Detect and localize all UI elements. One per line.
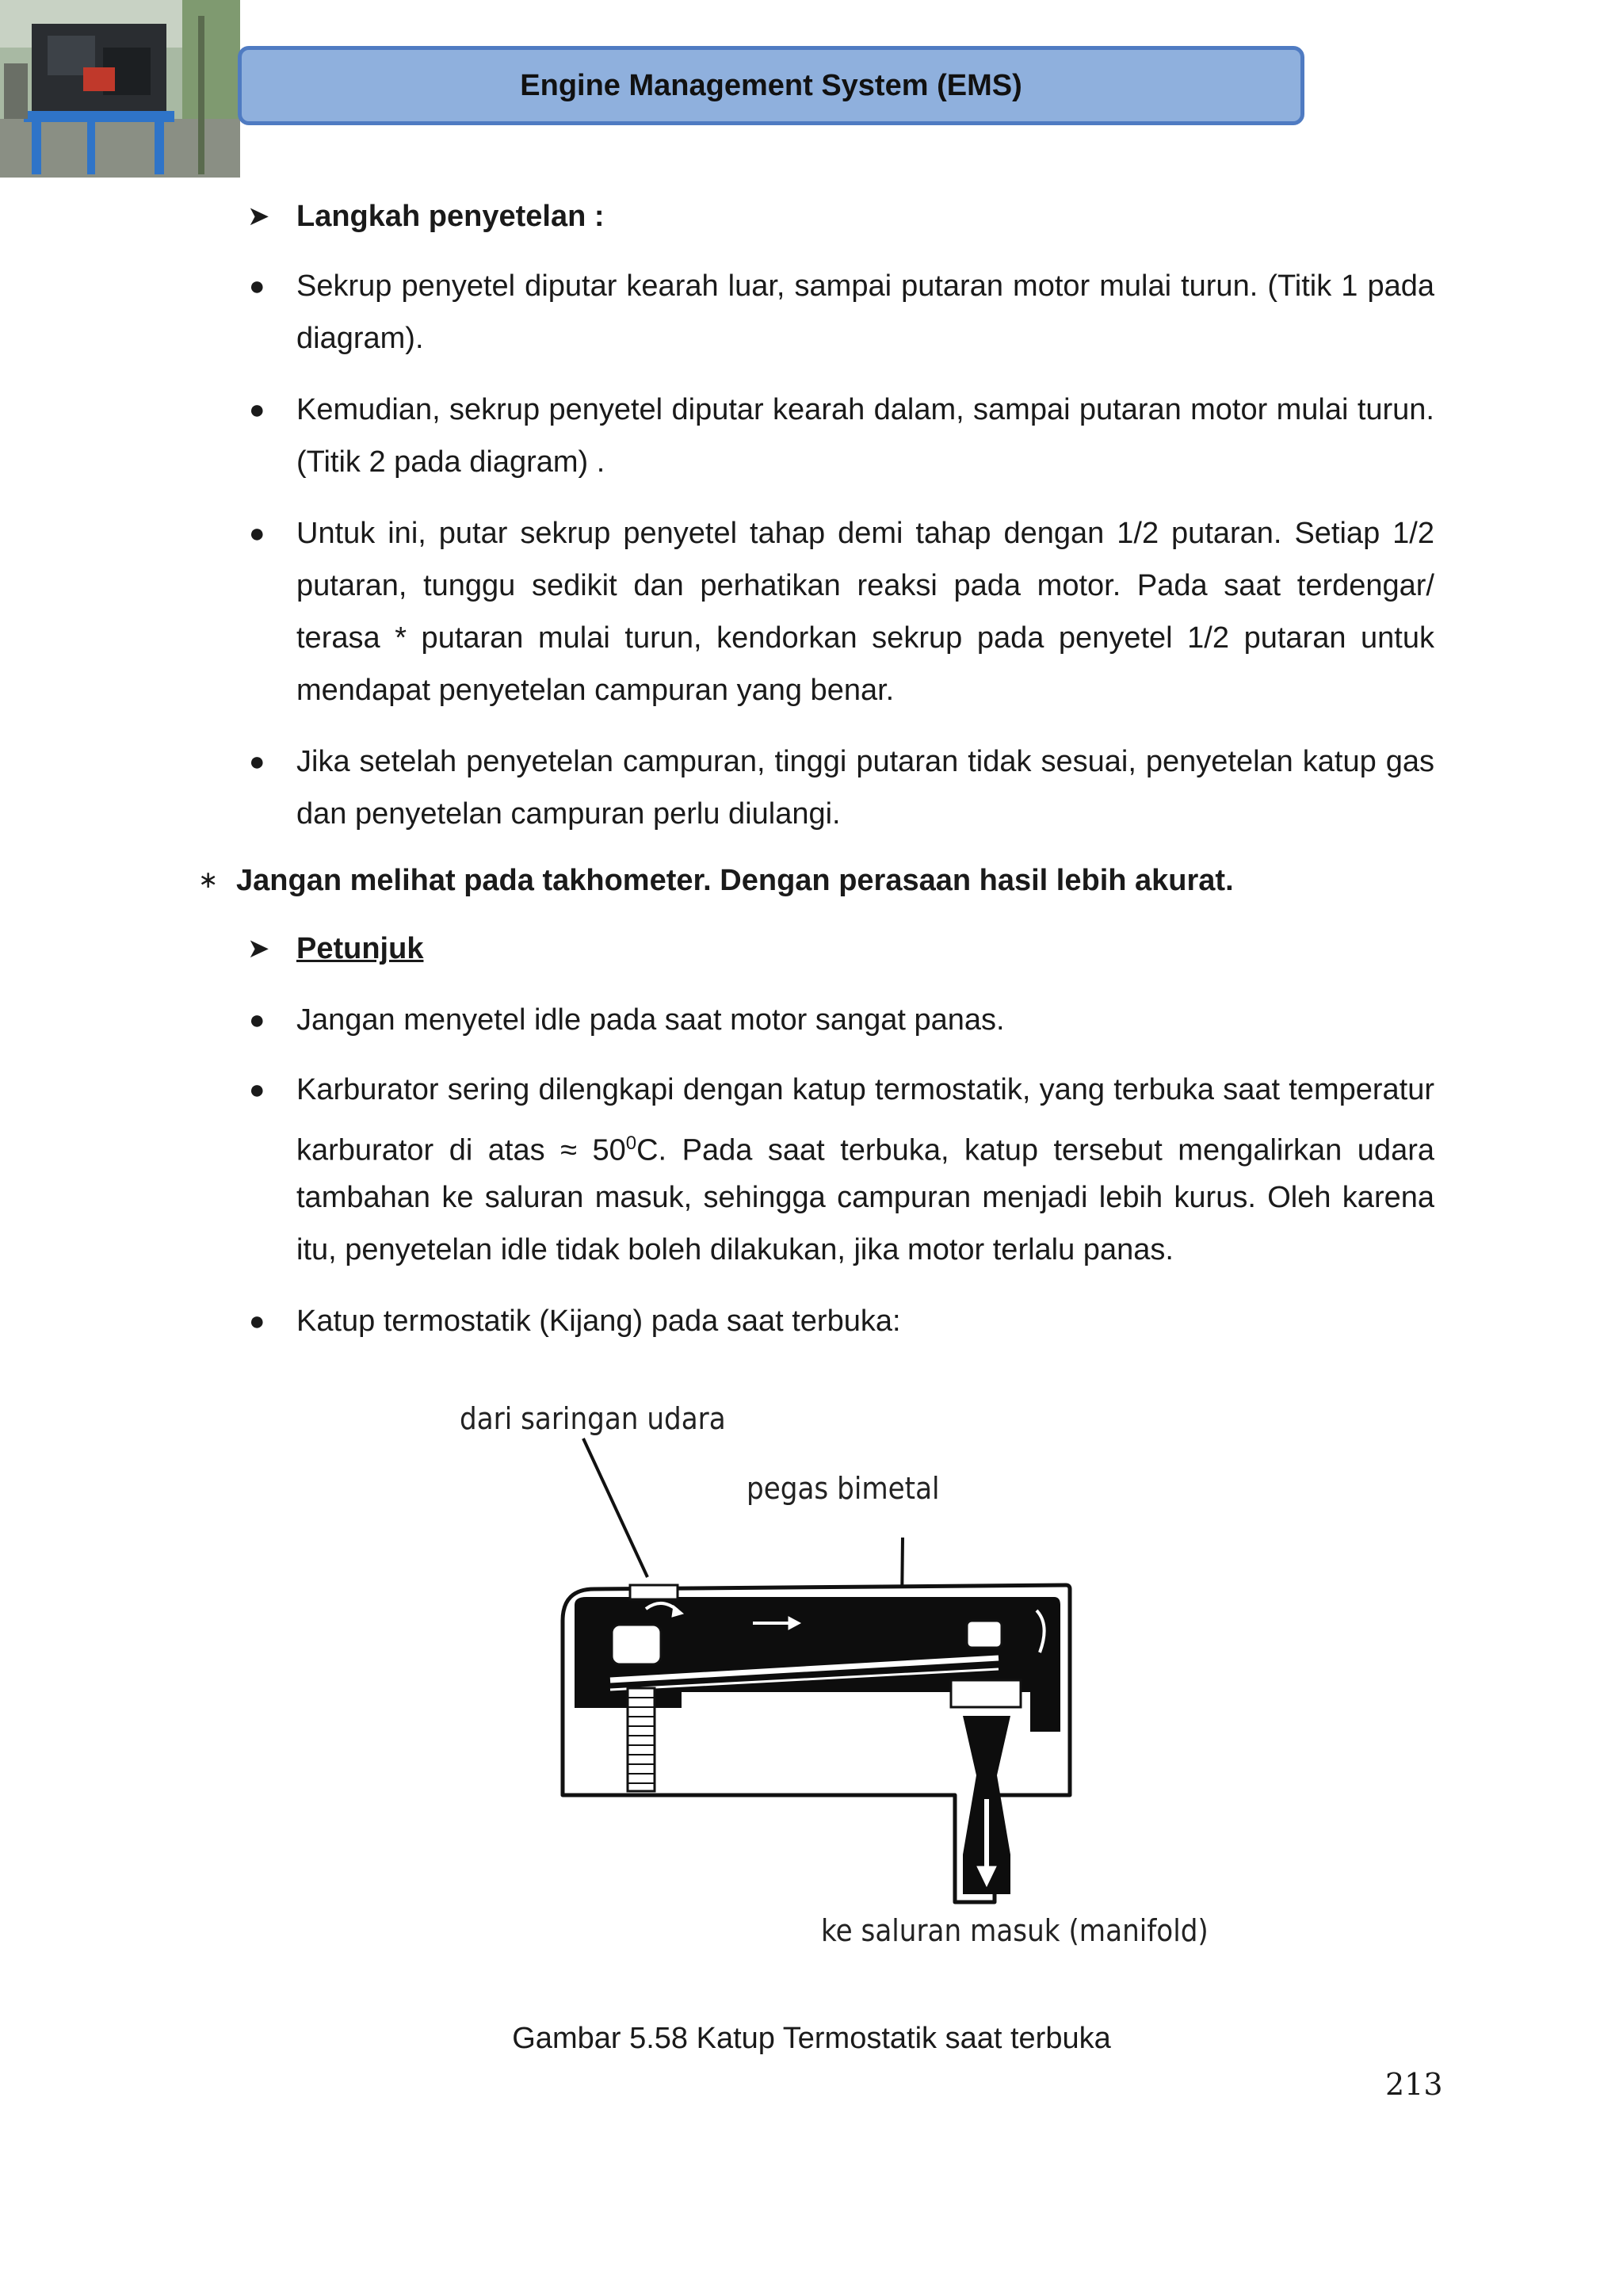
langkah-bullet-3-line-4: mendapat penyetelan campuran yang benar.	[296, 674, 895, 707]
label-outlet: ke saluran masuk (manifold)	[821, 1913, 1209, 1948]
valve-element	[967, 1621, 1002, 1648]
langkah-bullet-1-line-1: Sekrup penyetel diputar kearah luar, sampai putaran motor mulai turun. (Titik 1 pada	[296, 269, 1434, 303]
temp-text-post: C. Pada saat terbuka, katup tersebut mengalirkan udara	[636, 1133, 1434, 1167]
screw-thread	[628, 1688, 655, 1791]
petunjuk-bullet-3: Katup termostatik (Kijang) pada saat terbuka:	[296, 1305, 901, 1338]
langkah-bullet-3-line-1: Untuk ini, putar sekrup penyetel tahap demi tahap dengan 1/2 putaran. Setiap 1/2	[296, 517, 1434, 550]
engine-trainer-photo	[0, 0, 240, 178]
bullet-icon: ●	[249, 1075, 265, 1105]
langkah-bullet-3-line-3: terasa * putaran mulai turun, kendorkan sekrup pada penyetel 1/2 putaran untuk	[296, 621, 1434, 655]
petunjuk-bullet-1: Jangan menyetel idle pada saat motor sangat panas.	[296, 1003, 1005, 1037]
bullet-icon: ●	[249, 1005, 265, 1035]
bullet-icon: ●	[249, 747, 265, 777]
arrow-bullet-icon: ➤	[247, 934, 270, 964]
header-banner	[238, 46, 1304, 125]
valve-seat	[951, 1680, 1021, 1707]
degree-sup: 0	[625, 1133, 637, 1154]
bullet-icon: ●	[249, 518, 265, 548]
thermostatic-valve-diagram	[555, 1427, 1094, 1926]
engine-photo-graphic	[0, 0, 240, 178]
asterisk-icon: ∗	[198, 867, 219, 893]
petunjuk-bullet-2-line-1: Karburator sering dilengkapi dengan katup termostatik, yang terbuka saat temperatur	[296, 1073, 1434, 1106]
langkah-bullet-4-line-1: Jika setelah penyetelan campuran, tinggi putaran tidak sesuai, penyetelan katup gas	[296, 745, 1434, 778]
note-text: Jangan melihat pada takhometer. Dengan perasaan hasil lebih akurat.	[236, 864, 1234, 897]
header-title: Engine Management System (EMS)	[520, 68, 1022, 102]
bullet-icon: ●	[249, 395, 265, 425]
section-heading-petunjuk: Petunjuk	[296, 932, 424, 965]
temp-text-pre: karburator di atas ≈ 50	[296, 1133, 626, 1167]
petunjuk-bullet-2-line-4: itu, penyetelan idle tidak boleh dilakukan, jika motor terlalu panas.	[296, 1233, 1174, 1266]
inlet-port	[630, 1585, 678, 1599]
screw-head	[612, 1625, 661, 1664]
figure-caption: Gambar 5.58 Katup Termostatik saat terbuka	[512, 2022, 1111, 2055]
langkah-bullet-3-line-2: putaran, tunggu sedikit dan perhatikan reaksi pada motor. Pada saat terdengar/	[296, 569, 1434, 602]
langkah-bullet-2-line-1: Kemudian, sekrup penyetel diputar kearah dalam, sampai putaran motor mulai turun.	[296, 393, 1434, 426]
petunjuk-bullet-2-line-2	[296, 1117, 1434, 1177]
leader-line-inlet	[583, 1438, 647, 1577]
petunjuk-bullet-2-line-3: tambahan ke saluran masuk, sehingga campuran menjadi lebih kurus. Oleh karena	[296, 1181, 1434, 1214]
langkah-bullet-4-line-2: dan penyetelan campuran perlu diulangi.	[296, 797, 841, 831]
bullet-icon: ●	[249, 1306, 265, 1336]
label-inlet: dari saringan udara	[460, 1401, 726, 1436]
bullet-icon: ●	[249, 271, 265, 301]
langkah-bullet-1-line-2: diagram).	[296, 322, 424, 355]
arrow-bullet-icon: ➤	[247, 201, 270, 231]
langkah-bullet-2-line-2: (Titik 2 pada diagram) .	[296, 445, 605, 479]
label-bimetal-spring: pegas bimetal	[747, 1471, 940, 1506]
section-heading-langkah: Langkah penyetelan :	[296, 200, 605, 233]
page-number: 213	[1385, 2067, 1443, 2102]
